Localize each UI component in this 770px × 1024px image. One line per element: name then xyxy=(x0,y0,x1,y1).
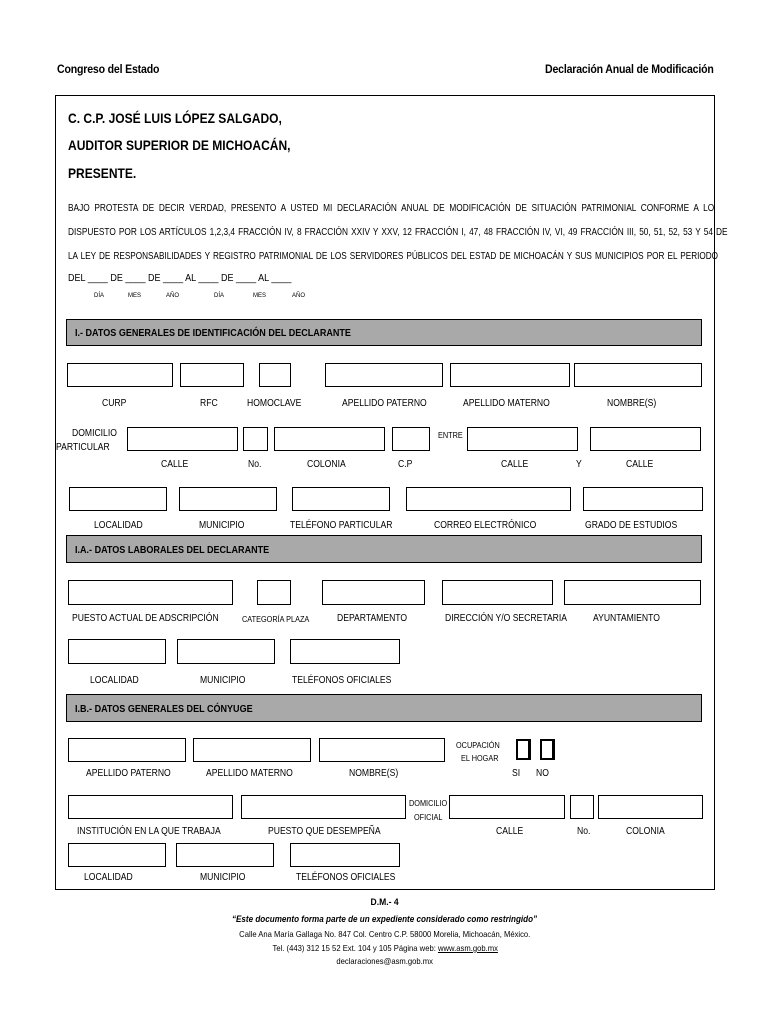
homoclave-label: HOMOCLAVE xyxy=(247,398,302,409)
municipio-field[interactable] xyxy=(179,487,277,511)
footer-tel: Tel. (443) 312 15 52 Ext. 104 y 105 Página web: xyxy=(272,943,438,953)
restricted-note: “Este documento forma parte de un expediente considerado como restringido” xyxy=(232,914,538,924)
ocupacion-hogar-si-checkbox[interactable] xyxy=(516,739,531,760)
rfc-label: RFC xyxy=(200,398,218,409)
ocupacion-hogar-no-checkbox[interactable] xyxy=(540,739,555,760)
conyuge-nombres-label: NOMBRE(S) xyxy=(349,768,399,779)
conyuge-nombres-field[interactable] xyxy=(319,738,445,762)
conyuge-telefonos-field[interactable] xyxy=(290,843,400,867)
footer-web-link[interactable]: www.asm.gob.mx xyxy=(437,943,498,953)
localidad-label: LOCALIDAD xyxy=(94,520,143,531)
section1b-title: I.B.- DATOS GENERALES DEL CÓNYUGE xyxy=(75,703,253,715)
entre-calle-2-label: CALLE xyxy=(626,459,654,470)
entre-calle-2-field[interactable] xyxy=(590,427,701,451)
oficial-colonia-field[interactable] xyxy=(598,795,703,819)
puesto-desempena-label: PUESTO QUE DESEMPEÑA xyxy=(268,826,381,837)
header-left: Congreso del Estado xyxy=(57,62,160,76)
laboral-localidad-label: LOCALIDAD xyxy=(90,675,139,686)
page-code: D.M.- 4 xyxy=(370,897,400,908)
puesto-actual-label: PUESTO ACTUAL DE ADSCRIPCIÓN xyxy=(72,613,219,624)
numero-label: No. xyxy=(248,459,262,470)
institucion-trabaja-field[interactable] xyxy=(68,795,233,819)
telefono-particular-label: TELÉFONO PARTICULAR xyxy=(290,520,393,531)
intro-line1: BAJO PROTESTA DE DECIR VERDAD, PRESENTO A USTED MI DECLARACIÓN ANUAL DE MODIFICACIÓN DE SITUACIÓN PATRIMONIAL CONFORME A LO xyxy=(68,202,715,214)
ocupacion-hogar-label-2: EL HOGAR xyxy=(461,753,499,763)
domicilio-particular-label-1: DOMICILIO xyxy=(72,428,117,439)
homoclave-field[interactable] xyxy=(259,363,291,387)
direccion-secretaria-field[interactable] xyxy=(442,580,553,605)
departamento-field[interactable] xyxy=(322,580,425,605)
departamento-label: DEPARTAMENTO xyxy=(337,613,408,624)
section1-header xyxy=(66,319,702,346)
cp-label: C.P xyxy=(398,459,413,470)
conyuge-apellido-materno-field[interactable] xyxy=(193,738,311,762)
addressee-line1: C. C.P. JOSÉ LUIS LÓPEZ SALGADO, xyxy=(68,110,282,126)
no-label: NO xyxy=(536,768,549,779)
date-label-month-2: MES xyxy=(253,293,267,299)
nombres-label: NOMBRE(S) xyxy=(607,398,657,409)
direccion-secretaria-label: DIRECCIÓN Y/O SECRETARIA xyxy=(445,613,568,624)
apellido-paterno-field[interactable] xyxy=(325,363,443,387)
section1b-header xyxy=(66,694,702,722)
footer-contact xyxy=(0,943,770,953)
curp-label: CURP xyxy=(102,398,127,409)
conyuge-municipio-label: MUNICIPIO xyxy=(200,872,246,883)
section1a-header xyxy=(66,535,702,563)
calle-label: CALLE xyxy=(161,459,189,470)
rfc-field[interactable] xyxy=(180,363,244,387)
grado-estudios-label: GRADO DE ESTUDIOS xyxy=(585,520,678,531)
addressee-line2: AUDITOR SUPERIOR DE MICHOACÁN, xyxy=(68,137,291,153)
oficial-calle-field[interactable] xyxy=(449,795,565,819)
conyuge-telefonos-label: TELÉFONOS OFICIALES xyxy=(296,872,396,883)
oficial-calle-label: CALLE xyxy=(496,826,524,837)
localidad-field[interactable] xyxy=(69,487,167,511)
calle-field[interactable] xyxy=(127,427,238,451)
nombres-field[interactable] xyxy=(574,363,702,387)
telefonos-oficiales-label: TELÉFONOS OFICIALES xyxy=(292,675,392,686)
si-label: SI xyxy=(512,768,521,779)
intro-line2: DISPUESTO POR LOS ARTÍCULOS 1,2,3,4 FRACCIÓN IV, 8 FRACCIÓN XXIV Y XXV, 12 FRACCIÓN I, 47, 48 FRACCIÓN IV, VI, 49 FRACCIÓN III, 50, 51, 52, 53 Y 54 DE xyxy=(68,226,728,238)
categoria-plaza-label: CATEGORÍA PLAZA xyxy=(242,614,310,624)
categoria-plaza-field[interactable] xyxy=(257,580,291,605)
intro-line3: LA LEY DE RESPONSABILIDADES Y REGISTRO PATRIMONIAL DE LOS SERVIDORES PÚBLICOS DEL ESTAD DE MICHOACÁN Y SUS MUNICIPIOS POR EL PERIODO xyxy=(68,250,719,262)
oficial-colonia-label: COLONIA xyxy=(626,826,665,837)
date-label-month-1: MES xyxy=(128,293,142,299)
domicilio-particular-label-2: PARTICULAR xyxy=(56,442,110,453)
date-label-year-1: AÑO xyxy=(166,293,180,299)
ayuntamiento-label: AYUNTAMIENTO xyxy=(593,613,660,624)
section1-title: I.- DATOS GENERALES DE IDENTIFICACIÓN DEL DECLARANTE xyxy=(75,327,351,339)
conyuge-apellido-paterno-label: APELLIDO PATERNO xyxy=(86,768,171,779)
apellido-paterno-label: APELLIDO PATERNO xyxy=(342,398,427,409)
conyuge-apellido-paterno-field[interactable] xyxy=(68,738,186,762)
date-label-year-2: AÑO xyxy=(292,293,306,299)
oficial-numero-label: No. xyxy=(577,826,591,837)
section1a-title: I.A.- DATOS LABORALES DEL DECLARANTE xyxy=(75,544,270,556)
laboral-localidad-field[interactable] xyxy=(68,639,166,664)
cp-field[interactable] xyxy=(392,427,430,451)
addressee-line3: PRESENTE. xyxy=(68,165,137,181)
laboral-municipio-label: MUNICIPIO xyxy=(200,675,246,686)
date-label-day-1: DÍA xyxy=(94,293,105,299)
apellido-materno-field[interactable] xyxy=(450,363,570,387)
correo-electronico-field[interactable] xyxy=(406,487,571,511)
conyuge-apellido-materno-label: APELLIDO MATERNO xyxy=(206,768,293,779)
puesto-desempena-field[interactable] xyxy=(241,795,406,819)
correo-electronico-label: CORREO ELECTRÓNICO xyxy=(434,520,537,531)
numero-field[interactable] xyxy=(243,427,268,451)
conyuge-localidad-field[interactable] xyxy=(68,843,166,867)
entre-calle-1-label: CALLE xyxy=(501,459,529,470)
telefonos-oficiales-field[interactable] xyxy=(290,639,400,664)
domicilio-oficial-label-1: DOMICILIO xyxy=(409,798,448,808)
municipio-label: MUNICIPIO xyxy=(199,520,245,531)
institucion-trabaja-label: INSTITUCIÓN EN LA QUE TRABAJA xyxy=(77,826,221,837)
date-label-day-2: DÍA xyxy=(214,293,225,299)
curp-field[interactable] xyxy=(67,363,173,387)
footer-email: declaraciones@asm.gob.mx xyxy=(336,956,434,966)
header-right: Declaración Anual de Modificación xyxy=(545,62,714,76)
y-label: Y xyxy=(576,459,582,470)
ocupacion-hogar-label-1: OCUPACIÓN xyxy=(456,740,500,750)
grado-estudios-field[interactable] xyxy=(583,487,703,511)
entre-label: ENTRE xyxy=(438,430,463,440)
colonia-label: COLONIA xyxy=(307,459,346,470)
conyuge-localidad-label: LOCALIDAD xyxy=(84,872,133,883)
telefono-particular-field[interactable] xyxy=(292,487,390,511)
ayuntamiento-field[interactable] xyxy=(564,580,701,605)
domicilio-oficial-label-2: OFICIAL xyxy=(414,812,443,822)
puesto-actual-field[interactable] xyxy=(68,580,233,605)
apellido-materno-label: APELLIDO MATERNO xyxy=(463,398,550,409)
entre-calle-1-field[interactable] xyxy=(467,427,578,451)
intro-line4: DEL ____ DE ____ DE ____ AL ____ DE ____ AL ____ xyxy=(68,272,292,284)
oficial-numero-field[interactable] xyxy=(570,795,594,819)
colonia-field[interactable] xyxy=(274,427,385,451)
laboral-municipio-field[interactable] xyxy=(177,639,275,664)
conyuge-municipio-field[interactable] xyxy=(176,843,274,867)
footer-address: Calle Ana María Gallaga No. 847 Col. Centro C.P. 58000 Morelia, Michoacán, México. xyxy=(239,929,531,939)
